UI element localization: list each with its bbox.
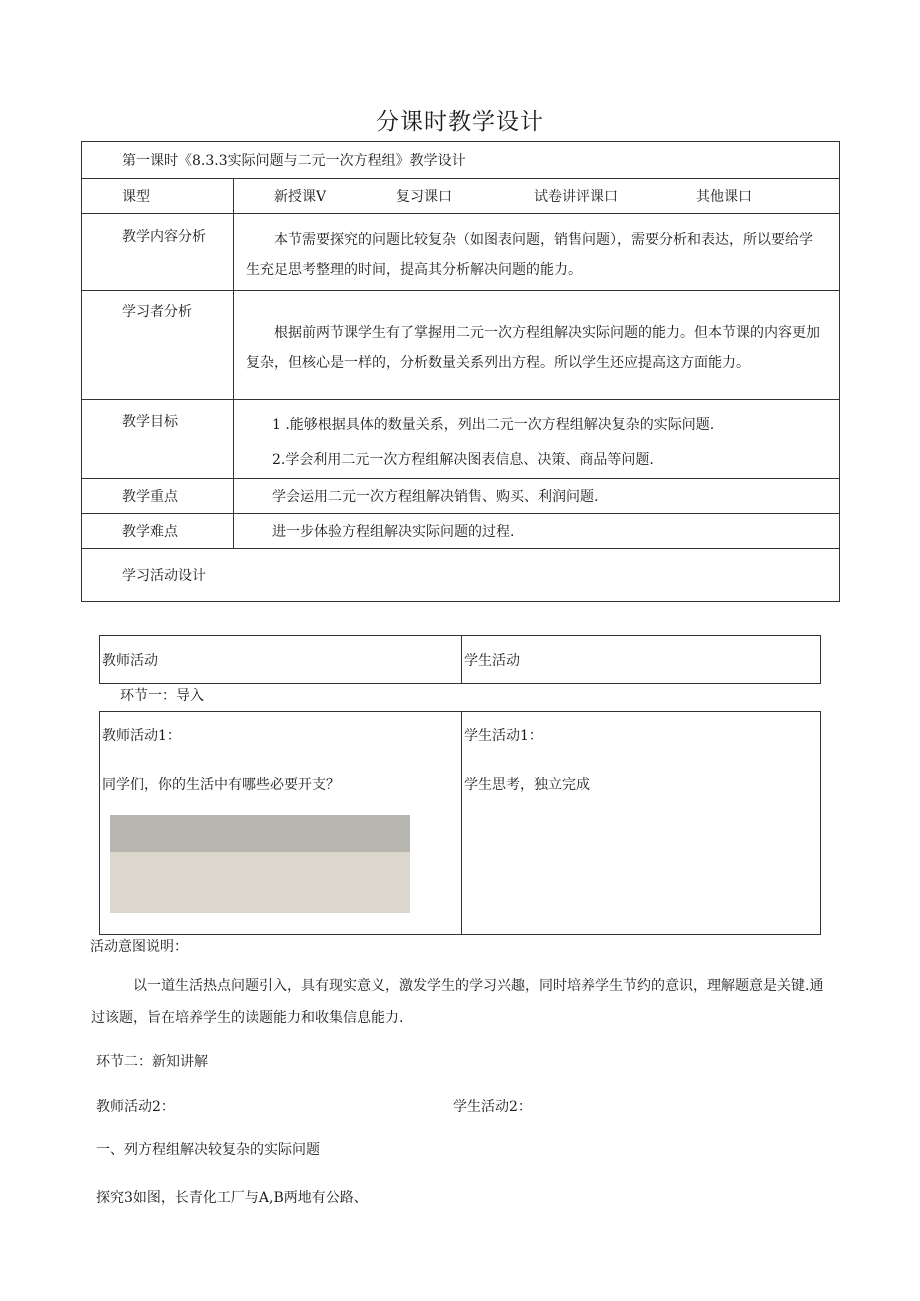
objectives-cell [234,400,840,479]
option-other-lesson: 其他课口 [696,189,752,205]
option-review-lesson: 复习课口 [396,189,452,205]
lesson-info-table [81,141,840,602]
page-title: 分课时教学设计 [376,109,544,135]
content-analysis-label: 教学内容分析 [82,214,234,291]
objective-item: 1 .能够根据具体的数量关系，列出二元一次方程组解决复杂的实际问题. [272,417,715,433]
student-activity-label: 学生活动1： [464,728,543,744]
activity-header-table [99,635,821,684]
section1-title: 环节一：导入 [120,688,204,704]
student-activity-header: 学生活动 [462,636,821,684]
expense-image-top [110,815,410,852]
content-analysis-text: 本节需要探究的问题比较复杂（如图表问题，销售问题），需要分析和表达，所以要给学生充足思考整理的时间，提高其分析解决问题的能力。 [246,232,813,278]
difficulty-label: 教学难点 [82,514,234,549]
student-activity-text: 学生思考，独立完成 [464,777,590,793]
activity-design-label: 学习活动设计 [82,549,840,602]
type-options [234,179,840,214]
teacher-activity-text: 同学们，你的生活中有哪些必要开支？ [102,777,340,793]
teacher-activity-header: 教师活动 [100,636,462,684]
section2-title: 环节二：新知讲解 [96,1054,208,1070]
student-activity-cell [462,712,821,935]
option-new-lesson: 新授课V [274,189,327,205]
student-activity-2-label: 学生活动2： [453,1099,532,1115]
learner-analysis-label: 学习者分析 [82,291,234,400]
expense-image-bottom [110,852,410,913]
section2-heading: 一、列方程组解决较复杂的实际问题 [96,1142,320,1158]
difficulty-text: 进一步体验方程组解决实际问题的过程. [234,514,840,549]
expense-image [110,815,410,913]
teacher-activity-label: 教师活动1： [102,728,181,744]
learner-analysis-text: 根据前两节课学生有了掌握用二元一次方程组解决实际问题的能力。但本节课的内容更加复杂，但核心是一样的，分析数量关系列出方程。所以学生还应提高这方面能力。 [246,325,820,371]
objective-item: 2.学会利用二元一次方程组解决图表信息、决策、商品等问题. [272,452,654,468]
key-point-label: 教学重点 [82,479,234,514]
key-point-text: 学会运用二元一次方程组解决销售、购买、利润问题. [234,479,840,514]
teacher-activity-2-label: 教师活动2： [96,1099,175,1115]
intent-text: 以一道生活热点问题引入，具有现实意义，激发学生的学习兴趣，同时培养学生节约的意识，理解题意是关键.通过该题，旨在培养学生的读题能力和收集信息能力. [91,978,824,1026]
lesson-header: 第一课时《8.3.3实际问题与二元一次方程组》教学设计 [82,142,840,179]
content-analysis-cell [234,214,840,291]
option-exam-review: 试卷讲评课口 [534,189,618,205]
objectives-label: 教学目标 [82,400,234,479]
type-label: 课型 [82,179,234,214]
learner-analysis-cell [234,291,840,400]
intent-label: 活动意图说明： [90,939,188,955]
explore-text: 探究3如图，长青化工厂与A,B两地有公路、 [96,1190,368,1206]
